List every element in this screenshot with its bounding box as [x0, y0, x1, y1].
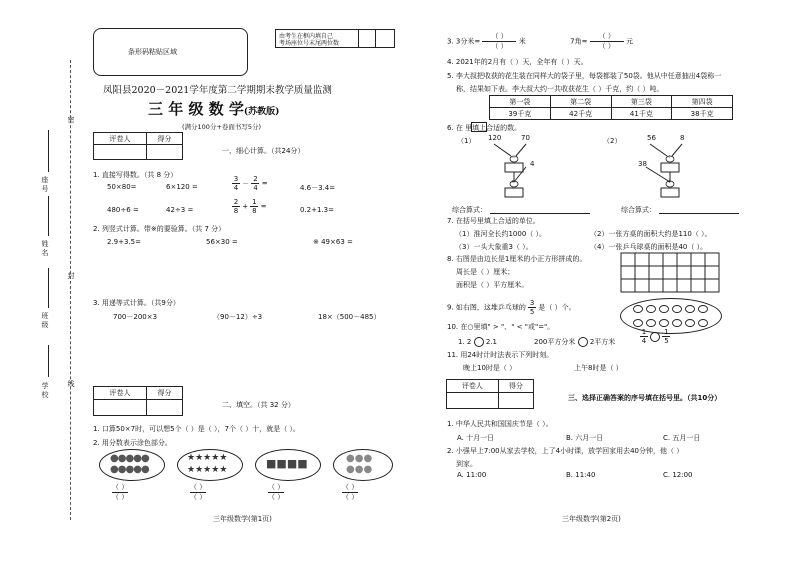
q1-frac-expr-1: $\frac{3}{4}$ － $\frac{2}{4}$ = — [233, 175, 268, 192]
q7-item-2: （2）一张方桌的面积大约是110（ ）。 — [590, 230, 712, 238]
table-cell: 41千克 — [611, 108, 672, 120]
q1-item-5: 42÷3 = — [166, 206, 194, 214]
right-q8-title: 8. 右图是由边长是1厘米的小正方形拼成的。 — [447, 255, 587, 263]
right-q6-title: 6. 在 里填上合适的数。 — [447, 124, 522, 132]
fraction-blank-1: （ ） （ ） — [112, 483, 129, 501]
combined-blank-right — [659, 213, 739, 214]
right-q10-title: 10. 在○里填" > "、" < "或"="。 — [447, 323, 555, 331]
q6-left-op1: － — [511, 155, 517, 161]
q6-left-b: 70 — [521, 134, 530, 142]
page-footer-left: 三年级数学(第1页) — [213, 515, 272, 523]
q7-item-4: （4）一张乒乓球桌的面积是40（ ）。 — [590, 243, 708, 251]
grader-box-3 — [446, 379, 534, 409]
q2-item-1: 2.9+3.5= — [107, 238, 141, 246]
exam-header: 凤阳县2020－2021学年度第二学期期末教学质量监测 — [103, 85, 332, 96]
q10-compare-3: $\frac{1}{4}$ $\frac{1}{5}$ — [641, 328, 669, 345]
square-grid — [620, 252, 722, 294]
side-label-school: 学校 — [41, 382, 49, 400]
right-q7-title: 7. 在括号里填上合适的单位。 — [447, 217, 540, 225]
q6-right-b: 8 — [680, 134, 685, 142]
score-label: 得分 — [146, 133, 182, 145]
q10-compare-1: 1. 2 2.1 — [458, 338, 497, 346]
school-blank — [48, 345, 49, 377]
table-header: 第三袋 — [611, 96, 672, 108]
q6-left-c: 4 — [530, 160, 535, 168]
q6-right-diagram — [640, 142, 700, 202]
q1-item-3: 4.6－3.4= — [300, 184, 336, 192]
s3-q2-line2: 到家。 — [456, 460, 477, 468]
q6-right-op1: ÷ — [667, 154, 672, 160]
right-q5-line1: 5. 李大叔把收获的花生装在同样大的袋子里，每袋都装了50袋。他从中任意抽出4袋称一 — [447, 72, 722, 80]
grey-circle-row-1: ●●● — [346, 453, 373, 464]
compare-circle[interactable] — [578, 337, 588, 347]
q3-title: 3. 用递等式计算。（共9分） — [93, 299, 180, 307]
grader-label: 评卷人 — [447, 380, 499, 393]
s3-q2-opt-a[interactable]: A. 11:00 — [457, 471, 487, 479]
grader-box-1 — [93, 132, 183, 160]
q6-left-a: 120 — [488, 134, 502, 142]
q11-item-1: 晚上10时是（ ） — [463, 364, 517, 372]
table-header: 第四袋 — [672, 96, 733, 108]
right-q11-title: 11. 用24时计时法表示下列时刻。 — [447, 351, 554, 359]
s3-q1-opt-a[interactable]: A. 十月一日 — [457, 434, 495, 442]
room-blank — [48, 130, 49, 172]
q1-item-4: 480÷6 = — [107, 206, 139, 214]
q3-item-1: 700－200×3 — [113, 313, 158, 321]
barcode-area — [93, 28, 248, 76]
name-blank — [48, 196, 49, 236]
q6-right-a: 56 — [647, 134, 656, 142]
right-q5-line2: 称，结果如下表。李大叔大约一共收获花生（ ）千克，约（ ）吨。 — [456, 85, 664, 93]
grader-label: 评卷人 — [94, 387, 147, 400]
q1-frac-expr-2: $\frac{2}{8}$ + $\frac{1}{8}$ = — [233, 198, 267, 215]
blank-square-icon — [471, 122, 487, 132]
score-label: 得分 — [498, 380, 533, 393]
side-label-name: 姓名 — [41, 240, 49, 258]
table-header: 第二袋 — [550, 96, 611, 108]
s3-q2-opt-b[interactable]: B. 11:40 — [566, 471, 596, 479]
subject-title-text: 三 年 级 数 学 — [148, 100, 244, 118]
q1-item-2: 6×120 = — [166, 183, 198, 191]
q7-item-3: （3）一头大象重3（ ）。 — [455, 243, 533, 251]
grey-circle-row-2: ●●● — [346, 464, 373, 475]
s3-q1-opt-c[interactable]: C. 五月一日 — [663, 434, 701, 442]
q2-title: 2. 列竖式计算。带※的要验算。（共 7 分） — [93, 225, 226, 233]
grader-box-2 — [93, 386, 183, 416]
right-q9: 9. 如右图，这堆乒乓球的 $\frac{3}{5}$ 是（ ）个。 — [447, 299, 576, 316]
circles-oval — [99, 449, 165, 481]
cube-shape-row: ■■■■ — [266, 457, 308, 470]
grey-circles-oval — [333, 449, 393, 481]
grader-label: 评卷人 — [94, 133, 147, 145]
fill-q2: 2. 用分数表示涂色部分。 — [93, 439, 172, 447]
q3-item-3: 18×（500－485） — [318, 313, 381, 321]
fraction-blank-3: （ ） （ ） — [268, 483, 285, 501]
q6-right-op2: + — [667, 179, 672, 185]
s3-q1-opt-b[interactable]: B. 六月一日 — [566, 434, 604, 442]
table-cell: 42千克 — [550, 108, 611, 120]
section3-title: 三、选择正确答案的序号填在括号里。（共10分） — [568, 394, 722, 402]
cubes-oval — [255, 449, 321, 481]
q7-item-1: （1）淮河全长约1000（ ）。 — [455, 230, 546, 238]
fill-q1: 1. 口算50×7时，可以想5个（ ）是（ ），7个（ ）十，就是（ ）。 — [93, 425, 300, 433]
q6-left-op2: × — [511, 179, 516, 185]
seat-number-box — [275, 29, 395, 48]
q11-item-2: 上午8时是（ ） — [574, 364, 623, 372]
seal-dashed-line — [70, 60, 71, 520]
q8-area: 面积是（ ）平方厘米。 — [456, 281, 529, 289]
table-cell: 38千克 — [672, 108, 733, 120]
barcode-label: 条形码粘贴区域 — [128, 48, 177, 56]
q6-left-label: （1） — [457, 137, 476, 145]
side-label-room: 座号 — [41, 176, 49, 194]
score-label: 得分 — [146, 387, 182, 400]
s3-q1: 1. 中华人民共和国国庆节是（ ）。 — [447, 420, 553, 428]
compare-circle[interactable] — [474, 337, 484, 347]
q1-title: 1. 直接写得数。（共 8 分） — [93, 171, 178, 179]
peanut-table — [489, 95, 733, 120]
pingpong-oval — [620, 298, 722, 334]
q2-item-2: 56×30 = — [206, 238, 238, 246]
table-header: 第一袋 — [490, 96, 551, 108]
side-label-class: 班级 — [41, 312, 49, 330]
q1-item-1: 50×80= — [107, 183, 137, 191]
stars-oval — [177, 449, 243, 481]
q6-left-diagram — [484, 142, 544, 202]
combined-blank-left — [490, 213, 590, 214]
q10-compare-2: 200平方分米 2平方米 — [534, 338, 616, 346]
class-blank — [48, 268, 49, 308]
score-note: (满分100分+卷面书写5分) — [182, 123, 262, 131]
right-q3: 3. 3分米= $\frac{( )}{( )}$ 米 7角= $\frac{( )}{( )}$ 元 — [447, 32, 633, 50]
pingpong-balls — [621, 299, 721, 333]
q6-right-c: 38 — [638, 160, 647, 168]
fraction-blank-2: （ ） （ ） — [190, 483, 207, 501]
seal-label-xian: 线 — [67, 380, 75, 389]
seat-notice-line1: 由考生在框内填自己 — [279, 33, 334, 40]
section2-title: 二、填空。（共 32 分） — [222, 401, 295, 409]
edition-label: (苏教版) — [243, 107, 280, 117]
section1-title: 一、细心计算。（共24分） — [222, 147, 305, 155]
combined-formula-left: 综合算式： — [452, 206, 487, 214]
q8-perimeter: 周长是（ ）厘米； — [456, 268, 515, 276]
fraction-blank-4: （ ） （ ） — [342, 483, 359, 501]
seal-label-feng: 封 — [67, 272, 75, 281]
compare-circle[interactable] — [650, 332, 660, 342]
circle-shape-row-1: ●●●●● — [110, 453, 149, 464]
s3-q2-opt-c[interactable]: C. 12:00 — [663, 471, 693, 479]
seal-label-mi: 密 — [67, 116, 75, 125]
circle-shape-row-2: ●●●●● — [110, 464, 149, 475]
page-footer-right: 三年级数学(第2页) — [562, 515, 621, 523]
combined-formula-right: 综合算式： — [621, 206, 656, 214]
seat-notice-line2: 考场座位号末尾两位数 — [279, 40, 340, 47]
star-shape-row-2: ★★★★★ — [187, 465, 228, 475]
q2-item-3: ※ 49×63 = — [313, 238, 353, 246]
star-shape-row-1: ★★★★★ — [187, 453, 228, 463]
table-cell: 39千克 — [490, 108, 551, 120]
q3-item-2: （90－12）÷3 — [213, 313, 263, 321]
s3-q2-line1: 2. 小强早上7:00从家去学校，上了4小时课，放学回家用去40分钟，他（ ） — [447, 447, 684, 455]
right-q4: 4. 2021年的2月有（ ）天，全年有（ ）天。 — [447, 58, 588, 66]
subject-title — [148, 98, 279, 119]
q6-right-label: （2） — [603, 137, 622, 145]
q1-item-6: 0.2+1.3= — [300, 206, 334, 214]
